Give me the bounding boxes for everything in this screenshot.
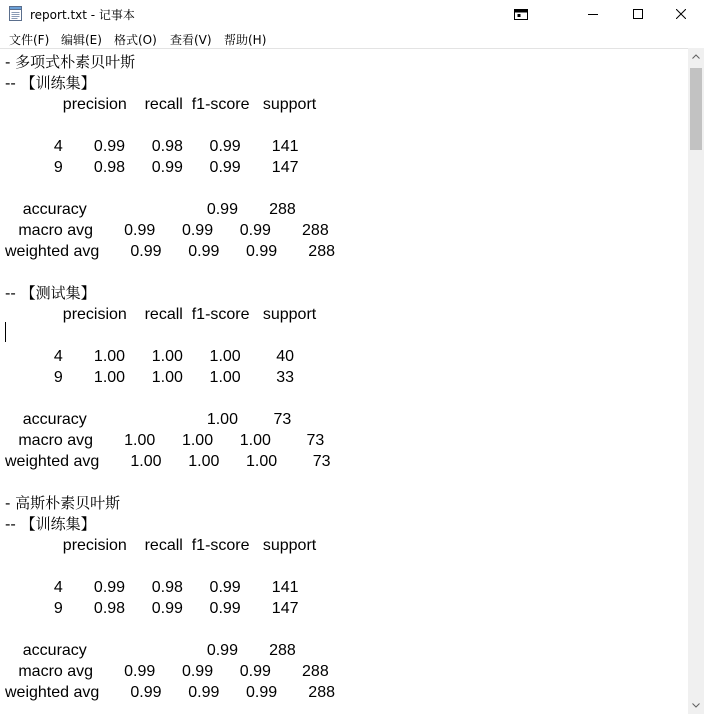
text-line: - 高斯朴素贝叶斯 [5,494,121,512]
text-line: precision recall f1-score support [5,537,317,554]
vertical-scrollbar[interactable] [688,48,704,714]
menu-help[interactable]: 帮助(H) [224,33,267,47]
text-line: accuracy 0.99 288 [5,201,296,218]
text-line: 9 0.98 0.99 0.99 147 [5,159,299,176]
menu-edit[interactable]: 编辑(E) [61,33,102,47]
scroll-down-button[interactable] [688,697,704,714]
close-icon [676,9,686,19]
notepad-icon [9,6,22,21]
text-line: accuracy 1.00 73 [5,411,292,428]
text-line: 9 0.98 0.99 0.99 147 [5,600,299,617]
window-title: report.txt - 记事本 [30,8,135,22]
text-line: weighted avg 0.99 0.99 0.99 288 [5,243,335,260]
text-line: accuracy 0.99 288 [5,642,296,659]
text-editor[interactable] [0,48,688,714]
text-line: precision recall f1-score support [5,96,317,113]
menu-bar [0,28,704,48]
scrollbar-thumb[interactable] [690,68,702,150]
maximize-button[interactable] [615,0,661,28]
text-line: -- 【测试集】 [5,284,96,302]
close-button[interactable] [658,0,704,28]
text-line: 4 0.99 0.98 0.99 141 [5,138,299,155]
text-line: 4 1.00 1.00 1.00 40 [5,348,295,365]
text-line: macro avg 0.99 0.99 0.99 288 [5,663,329,680]
scroll-down-icon [692,703,700,708]
minimize-button[interactable] [570,0,616,28]
text-line: 4 0.99 0.98 0.99 141 [5,579,299,596]
scroll-up-icon [692,54,700,59]
text-line: -- 【训练集】 [5,515,96,533]
restore-tab-icon [514,9,528,20]
text-line: -- 【训练集】 [5,74,96,92]
scroll-up-button[interactable] [688,48,704,65]
text-line: macro avg 1.00 1.00 1.00 73 [5,432,325,449]
maximize-icon [633,9,643,19]
menu-format[interactable]: 格式(O) [114,33,157,47]
text-line: weighted avg 0.99 0.99 0.99 288 [5,684,335,701]
text-line: - 多项式朴素贝叶斯 [5,53,136,71]
menu-view[interactable]: 查看(V) [170,33,212,47]
text-line: macro avg 0.99 0.99 0.99 288 [5,222,329,239]
text-line: 9 1.00 1.00 1.00 33 [5,369,295,386]
text-caret [5,322,6,342]
menu-file[interactable]: 文件(F) [9,33,50,47]
title-bar [0,0,704,28]
text-line: precision recall f1-score support [5,306,317,323]
minimize-icon [588,9,598,19]
text-line: weighted avg 1.00 1.00 1.00 73 [5,453,331,470]
restore-tab-button[interactable] [498,0,544,28]
